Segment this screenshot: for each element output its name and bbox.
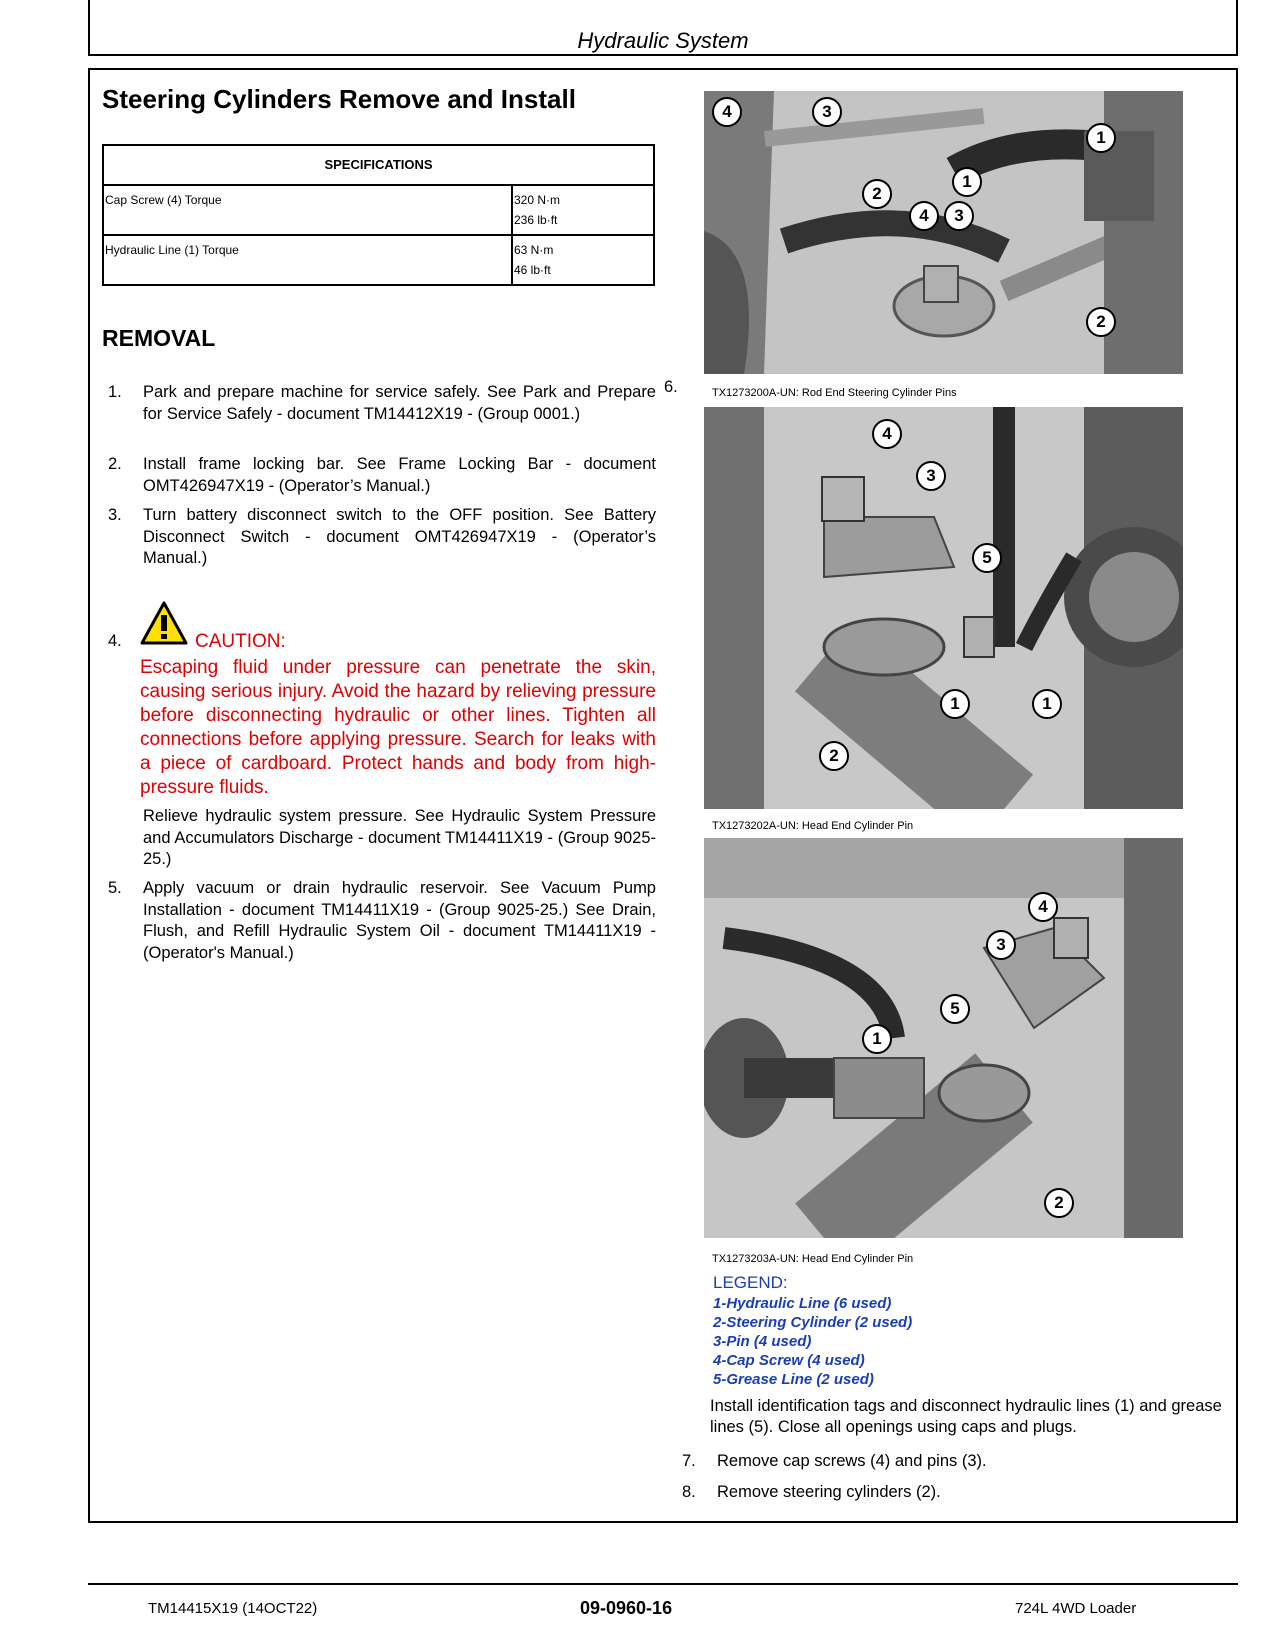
caution-text: Escaping fluid under pressure can penetrate the skin, causing serious injury. Avoid the hazard by relieving pressure before disconnecting hydraulic or other lines. Tighten all connections before applying pressure. Search for leaks with a piece of cardboard. Protect hands and body from high-pressure fluids. [140, 657, 656, 798]
callout-5: 5 [940, 994, 970, 1024]
callout-1: 1 [952, 167, 982, 197]
callout-4: 4 [1028, 892, 1058, 922]
callout-2: 2 [819, 741, 849, 771]
callout-3: 3 [916, 461, 946, 491]
spec-label: Cap Screw (4) Torque [103, 185, 512, 235]
figure-rod-end-photo [704, 91, 1183, 374]
spec-heading: SPECIFICATIONS [103, 145, 654, 185]
figure-head-end-photo-2 [704, 838, 1183, 1238]
callout-1: 1 [862, 1024, 892, 1054]
figure-caption: TX1273200A-UN: Rod End Steering Cylinder Pins [712, 387, 957, 399]
table-row [103, 185, 654, 235]
callout-1: 1 [1086, 123, 1116, 153]
specifications-table [102, 144, 655, 286]
hydraulic-assembly-illustration [704, 838, 1183, 1238]
step-8: 8. Remove steering cylinders (2). [682, 1483, 941, 1501]
footer-page-number: 09-0960-16 [580, 1598, 673, 1618]
legend-heading: LEGEND: [713, 1273, 788, 1292]
callout-1: 1 [940, 689, 970, 719]
callout-4: 4 [712, 97, 742, 127]
callout-3: 3 [986, 930, 1016, 960]
footer-document-id: TM14415X19 (14OCT22) [148, 1600, 318, 1617]
callout-4: 4 [872, 419, 902, 449]
legend-item: 3-Pin (4 used) [713, 1333, 812, 1350]
legend-item: 4-Cap Screw (4 used) [713, 1352, 865, 1369]
callout-2: 2 [1086, 307, 1116, 337]
warning-icon [140, 600, 188, 646]
step-4-number: 4. [108, 632, 122, 650]
footer-rule [88, 1583, 1238, 1585]
figure-caption: TX1273203A-UN: Head End Cylinder Pin [712, 1253, 914, 1265]
step-6-text: Install identification tags and disconnect hydraulic lines (1) and grease lines (5). Close all openings using caps and plugs. [710, 1397, 1222, 1436]
callout-1: 1 [1032, 689, 1062, 719]
spec-value: 320 N·m 236 lb·ft [512, 185, 654, 235]
step-7: 7. Remove cap screws (4) and pins (3). [682, 1452, 987, 1470]
caution-label: CAUTION: [195, 631, 286, 652]
figure-head-end-photo [704, 407, 1183, 809]
legend-item: 2-Steering Cylinder (2 used) [713, 1314, 913, 1331]
footer-model: 724L 4WD Loader [1015, 1600, 1137, 1617]
spec-value: 63 N·m 46 lb·ft [512, 235, 654, 285]
section-title: Hydraulic System [577, 28, 749, 53]
spec-label: Hydraulic Line (1) Torque [103, 235, 512, 285]
legend-item: 1-Hydraulic Line (6 used) [713, 1295, 892, 1312]
step-6-number: 6. [664, 378, 678, 396]
page-title: Steering Cylinders Remove and Install [102, 84, 576, 114]
callout-5: 5 [972, 543, 1002, 573]
callout-2: 2 [862, 179, 892, 209]
figure-caption: TX1273202A-UN: Head End Cylinder Pin [712, 820, 914, 832]
callout-3: 3 [812, 97, 842, 127]
callout-3: 3 [944, 201, 974, 231]
removal-heading: REMOVAL [102, 325, 216, 351]
callout-4: 4 [909, 201, 939, 231]
table-row [103, 235, 654, 285]
callout-2: 2 [1044, 1188, 1074, 1218]
legend-item: 5-Grease Line (2 used) [713, 1371, 874, 1388]
